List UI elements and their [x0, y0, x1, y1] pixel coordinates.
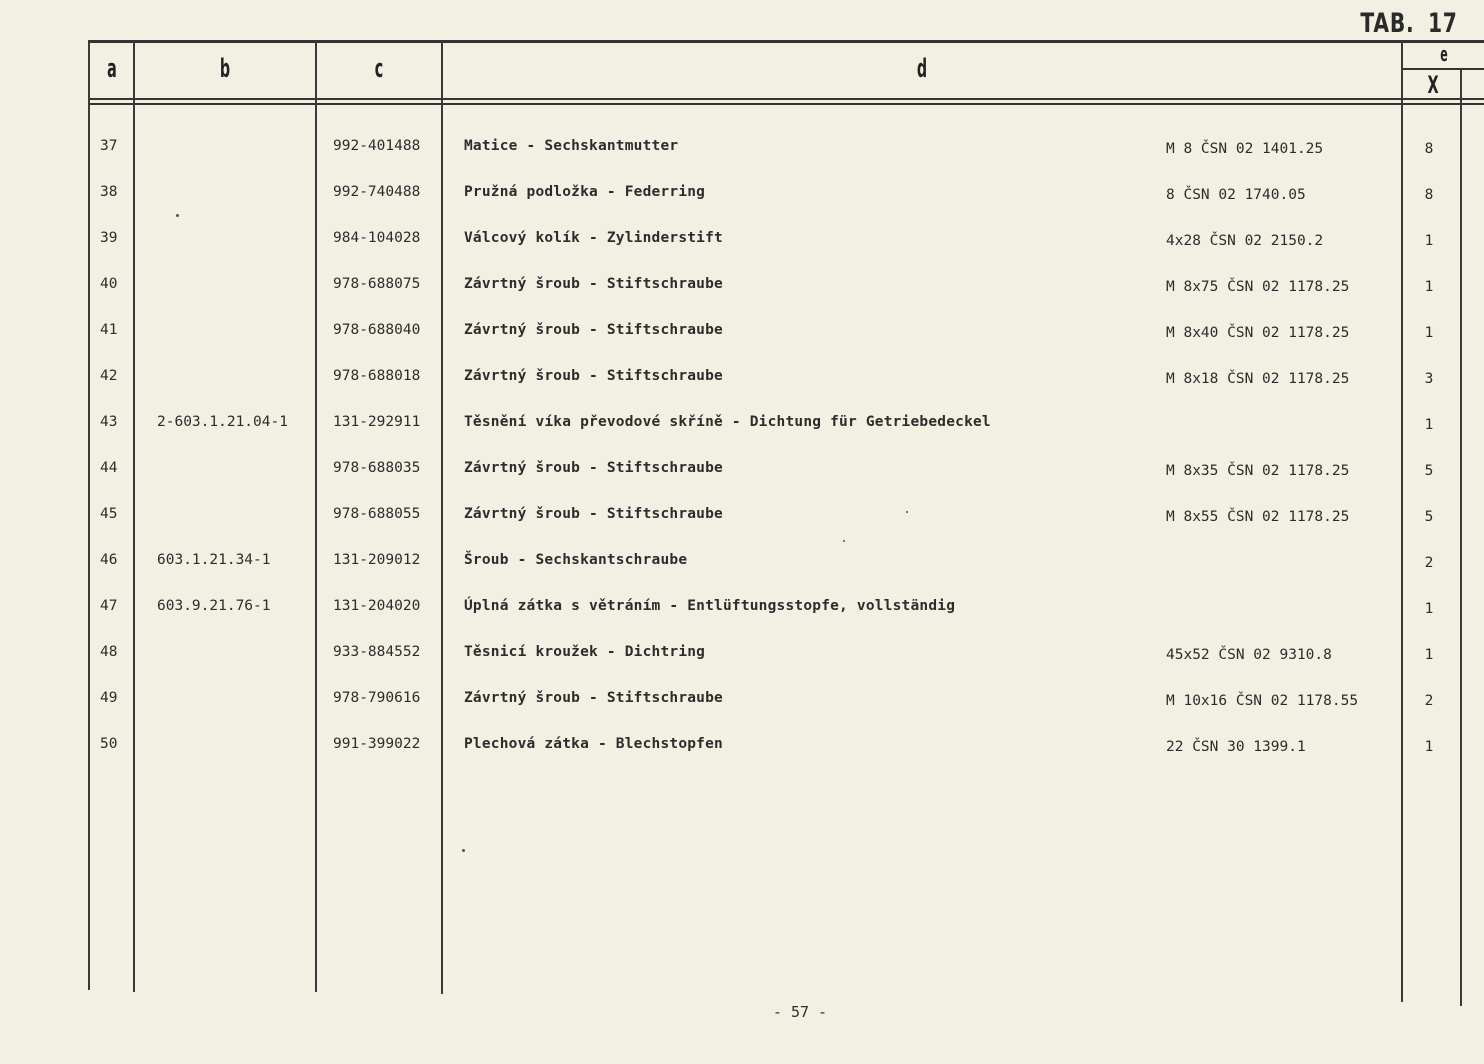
- part-standard: M 8x75 ČSN 02 1178.25: [1166, 279, 1350, 295]
- print-speck: [843, 540, 845, 542]
- table-row: [0, 552, 1484, 576]
- table-row: [0, 644, 1484, 668]
- quantity: 5: [1424, 463, 1434, 479]
- part-description: Pružná podložka - Federring: [464, 184, 706, 200]
- table-label-number: 17: [1428, 8, 1458, 39]
- part-description: Šroub - Sechskantschraube: [464, 552, 688, 568]
- part-standard: M 8x18 ČSN 02 1178.25: [1166, 371, 1350, 387]
- table-row: [0, 736, 1484, 760]
- quantity: 2: [1424, 555, 1434, 571]
- part-standard: M 8 ČSN 02 1401.25: [1166, 141, 1324, 157]
- part-description: Těsnění víka převodové skříně - Dichtung für Getriebedeckel: [464, 414, 991, 430]
- table-row: [0, 598, 1484, 622]
- quantity: 5: [1424, 509, 1434, 525]
- part-number: 978-688035: [333, 460, 421, 476]
- part-number: 992-401488: [333, 138, 421, 154]
- position-number: 49: [100, 690, 118, 706]
- column-header-b: b: [219, 54, 231, 84]
- table-row: [0, 690, 1484, 714]
- position-number: 42: [100, 368, 118, 384]
- part-number: 978-688055: [333, 506, 421, 522]
- print-speck: [906, 511, 908, 513]
- table-row: [0, 230, 1484, 254]
- drawing-number: 2-603.1.21.04-1: [157, 414, 288, 430]
- part-description: Úplná zátka s větráním - Entlüftungsstopfe, vollständig: [464, 598, 956, 614]
- part-standard: M 8x55 ČSN 02 1178.25: [1166, 509, 1350, 525]
- part-standard: 8 ČSN 02 1740.05: [1166, 187, 1306, 203]
- part-description: Závrtný šroub - Stiftschraube: [464, 322, 723, 338]
- drawing-number: 603.9.21.76-1: [157, 598, 271, 614]
- part-number: 131-204020: [333, 598, 421, 614]
- table-row: [0, 138, 1484, 162]
- part-description: Závrtný šroub - Stiftschraube: [464, 368, 723, 384]
- part-description: Válcový kolík - Zylinderstift: [464, 230, 723, 246]
- part-standard: M 8x40 ČSN 02 1178.25: [1166, 325, 1350, 341]
- table-top-border: [88, 40, 1484, 43]
- part-number: 978-688018: [333, 368, 421, 384]
- header-bottom-border: [88, 98, 1484, 100]
- part-standard: M 8x35 ČSN 02 1178.25: [1166, 463, 1350, 479]
- part-standard: 22 ČSN 30 1399.1: [1166, 739, 1306, 755]
- quantity: 1: [1424, 601, 1434, 617]
- position-number: 41: [100, 322, 118, 338]
- part-description: Závrtný šroub - Stiftschraube: [464, 276, 723, 292]
- print-speck: [462, 849, 465, 852]
- part-standard: M 10x16 ČSN 02 1178.55: [1166, 693, 1359, 709]
- quantity: 1: [1424, 233, 1434, 249]
- position-number: 50: [100, 736, 118, 752]
- position-number: 47: [100, 598, 118, 614]
- part-number: 131-292911: [333, 414, 421, 430]
- quantity: 8: [1424, 187, 1434, 203]
- part-number: 991-399022: [333, 736, 421, 752]
- quantity: 1: [1424, 325, 1434, 341]
- part-number: 992-740488: [333, 184, 421, 200]
- quantity: 1: [1424, 279, 1434, 295]
- part-number: 933-884552: [333, 644, 421, 660]
- drawing-number: 603.1.21.34-1: [157, 552, 271, 568]
- part-description: Matice - Sechskantmutter: [464, 138, 679, 154]
- table-label-word: TAB.: [1360, 8, 1415, 39]
- quantity: 3: [1424, 371, 1434, 387]
- page-number: - 57 -: [772, 1003, 828, 1021]
- table-row: [0, 184, 1484, 208]
- part-number: 978-688040: [333, 322, 421, 338]
- position-number: 40: [100, 276, 118, 292]
- table-row: [0, 322, 1484, 346]
- column-header-d: d: [916, 54, 928, 84]
- position-number: 45: [100, 506, 118, 522]
- print-speck: [176, 214, 179, 217]
- position-number: 37: [100, 138, 118, 154]
- part-number: 978-688075: [333, 276, 421, 292]
- part-description: Závrtný šroub - Stiftschraube: [464, 460, 723, 476]
- table-row: [0, 506, 1484, 530]
- quantity: 8: [1424, 141, 1434, 157]
- column-border-e-sub: [1460, 68, 1462, 1006]
- part-description: Těsnicí kroužek - Dichtring: [464, 644, 706, 660]
- quantity: 2: [1424, 693, 1434, 709]
- table-label: [1361, 8, 1458, 39]
- part-description: Závrtný šroub - Stiftschraube: [464, 506, 723, 522]
- table-row: [0, 414, 1484, 438]
- table-row: [0, 460, 1484, 484]
- column-header-e-sub: X: [1427, 71, 1439, 99]
- part-description: Plechová zátka - Blechstopfen: [464, 736, 723, 752]
- quantity: 1: [1424, 417, 1434, 433]
- column-header-e: e: [1440, 42, 1448, 66]
- position-number: 48: [100, 644, 118, 660]
- column-e-divider: [1403, 68, 1484, 70]
- table-row: [0, 368, 1484, 392]
- part-number: 984-104028: [333, 230, 421, 246]
- position-number: 46: [100, 552, 118, 568]
- position-number: 38: [100, 184, 118, 200]
- position-number: 43: [100, 414, 118, 430]
- quantity: 1: [1424, 739, 1434, 755]
- column-header-c: c: [374, 54, 384, 84]
- position-number: 39: [100, 230, 118, 246]
- part-number: 978-790616: [333, 690, 421, 706]
- part-description: Závrtný šroub - Stiftschraube: [464, 690, 723, 706]
- part-standard: 45x52 ČSN 02 9310.8: [1166, 647, 1332, 663]
- part-number: 131-209012: [333, 552, 421, 568]
- part-standard: 4x28 ČSN 02 2150.2: [1166, 233, 1324, 249]
- column-header-a: a: [107, 54, 117, 84]
- table-row: [0, 276, 1484, 300]
- quantity: 1: [1424, 647, 1434, 663]
- header-bottom-border-double: [88, 103, 1484, 105]
- position-number: 44: [100, 460, 118, 476]
